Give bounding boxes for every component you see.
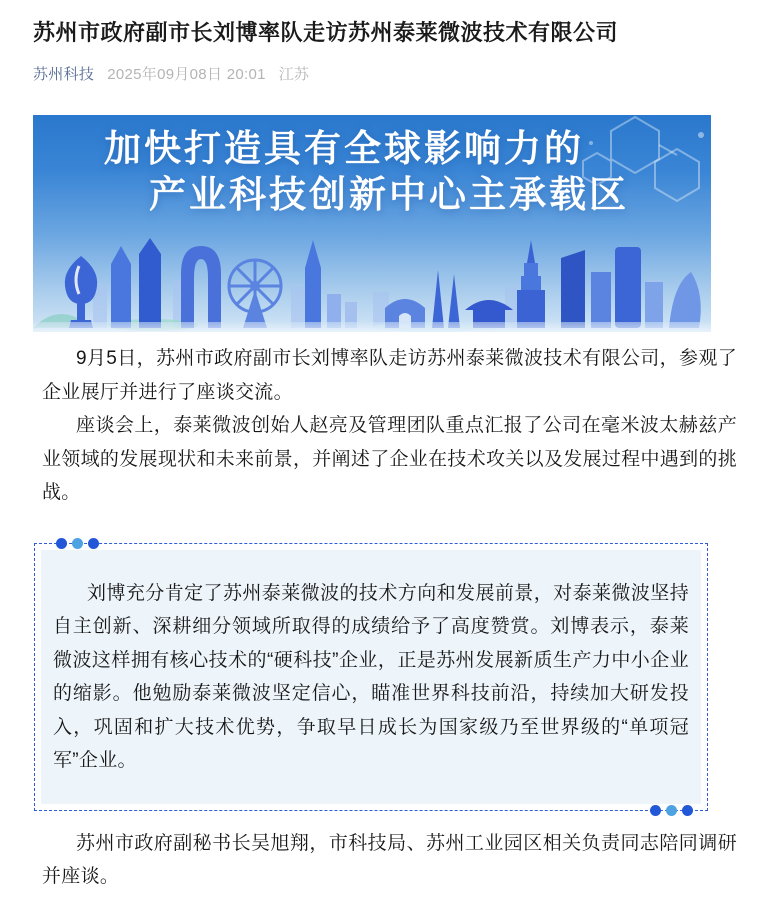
quote-paragraph: 刘博充分肯定了苏州泰莱微波的技术方向和发展前景，对泰莱微波坚持自主创新、深耕细分领域所取得的成绩给予了高度赞赏。刘博表示，泰莱微波这样拥有核心技术的“硬科技”企业，正是苏州发展新质生产力中小企业的缩影。他勉励泰莱微波坚定信心，瞄准世界科技前沿，持续加大研发投入，巩固和扩大技术优势，争取早日成长为国家级乃至世界级的“单项冠军”企业。 — [53, 582, 689, 771]
dot-dark-icon — [56, 538, 67, 549]
article-body — [33, 342, 737, 510]
article-page — [0, 18, 768, 894]
banner-headline-line1: 加快打造具有全球影响力的 — [104, 128, 584, 169]
dot-light-icon — [666, 805, 677, 816]
dot-dark-icon — [88, 538, 99, 549]
quote-box-background — [41, 550, 701, 804]
article-closing — [33, 827, 737, 894]
publish-location: 江苏 — [278, 66, 310, 83]
banner-headline-line2: 产业科技创新中心主承载区 — [149, 174, 629, 215]
dot-dark-icon — [650, 805, 661, 816]
quote-dots-top-icon — [56, 538, 99, 549]
byline — [33, 63, 737, 84]
dot-dark-icon — [682, 805, 693, 816]
page-title: 苏州市政府副市长刘博率队走访苏州泰莱微波技术有限公司 — [33, 20, 619, 45]
city-skyline-illustration — [33, 232, 711, 332]
banner-headline — [33, 126, 711, 218]
quote-box — [34, 543, 708, 811]
banner-bottom-fade — [33, 322, 711, 332]
article-paragraph: 9月5日，苏州市政府副市长刘博率队走访苏州泰莱微波技术有限公司，参观了企业展厅并进行了座谈交流。 — [42, 348, 737, 403]
article-paragraph: 苏州市政府副秘书长吴旭翔，市科技局、苏州工业园区相关负责同志陪同调研并座谈。 — [42, 832, 737, 887]
banner-image[interactable] — [33, 115, 711, 332]
publish-date: 2025年09月08日 20:01 — [107, 66, 266, 83]
account-name-link[interactable]: 苏州科技 — [33, 66, 95, 83]
quote-dots-bottom-icon — [650, 805, 693, 816]
article-paragraph: 座谈会上，泰莱微波创始人赵亮及管理团队重点汇报了公司在毫米波太赫兹产业领域的发展现状和未来前景，并阐述了企业在技术攻关以及发展过程中遇到的挑战。 — [42, 415, 737, 503]
dot-light-icon — [72, 538, 83, 549]
